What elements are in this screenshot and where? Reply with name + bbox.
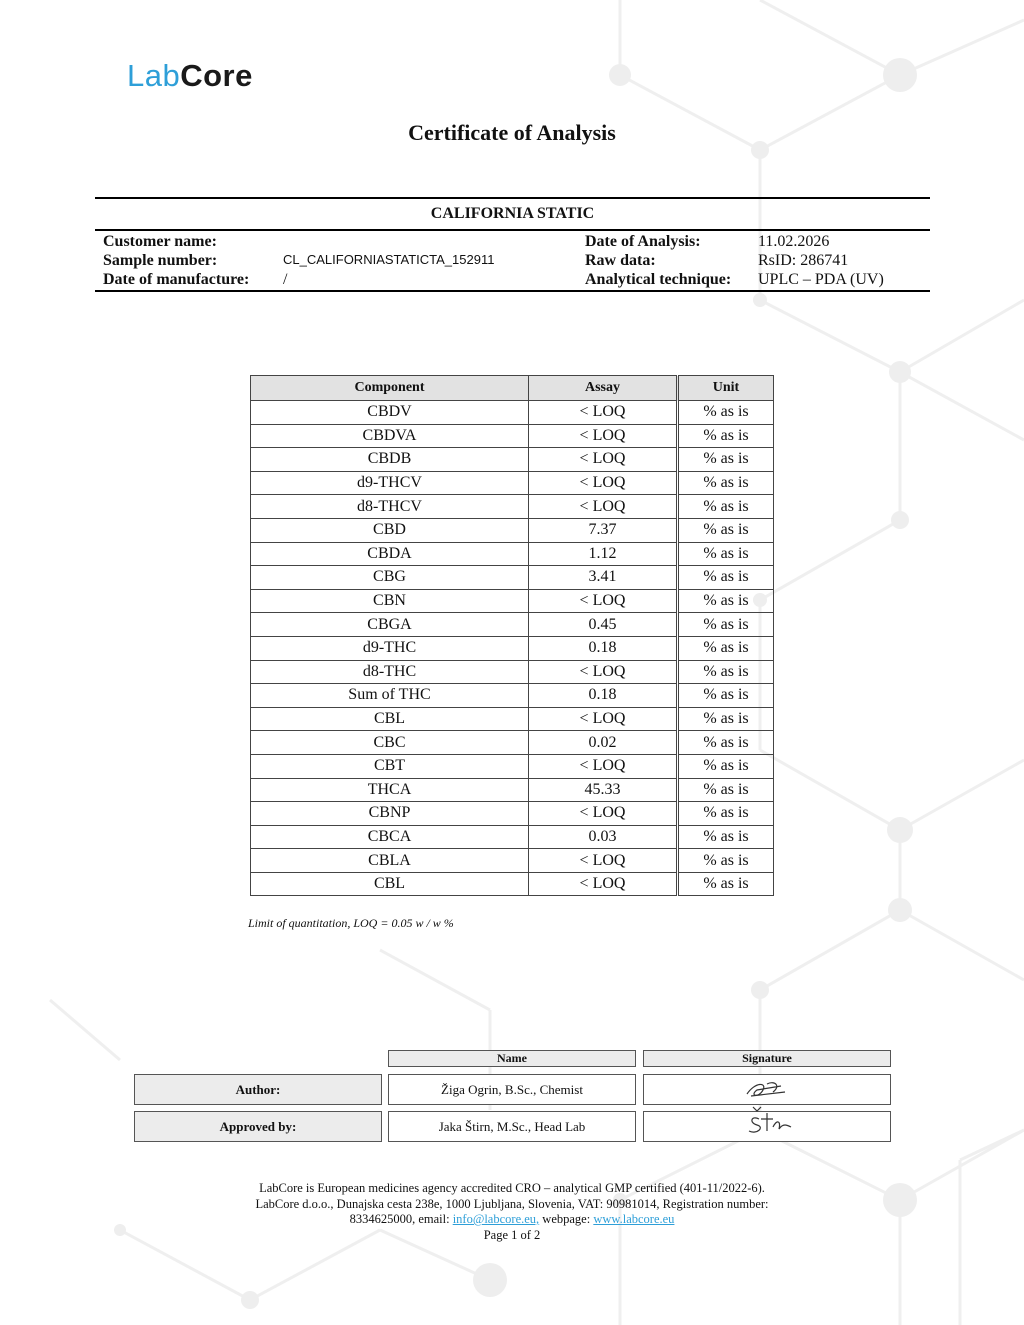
component-cell: d8-THCV: [251, 495, 529, 519]
component-cell: CBDV: [251, 401, 529, 425]
table-row: [251, 613, 774, 637]
component-cell: CBC: [251, 731, 529, 755]
sample-info-block: [95, 197, 930, 292]
component-cell: CBLA: [251, 849, 529, 873]
unit-cell: % as is: [678, 849, 774, 873]
assay-cell: 0.18: [529, 636, 678, 660]
date-of-analysis-value: 11.02.2026: [758, 233, 830, 250]
table-row: [251, 566, 774, 590]
unit-cell: % as is: [678, 660, 774, 684]
table-row: [251, 542, 774, 566]
logo-core-text: Core: [180, 58, 253, 93]
unit-cell: % as is: [678, 471, 774, 495]
assay-cell: 1.12: [529, 542, 678, 566]
raw-data-label: Raw data:: [585, 252, 656, 269]
analytical-technique-value: UPLC – PDA (UV): [758, 271, 884, 288]
email-link[interactable]: info@labcore.eu,: [452, 1212, 540, 1227]
assay-cell: < LOQ: [529, 471, 678, 495]
approved-by-signature: [643, 1111, 891, 1142]
assay-cell: < LOQ: [529, 589, 678, 613]
footer-line-2: LabCore d.o.o., Dunajska cesta 238e, 1000 Ljubljana, Slovenia, VAT: 90981014, Registration number:: [255, 1196, 769, 1211]
analytical-technique-label: Analytical technique:: [585, 271, 732, 288]
assay-table-header: [251, 376, 774, 401]
assay-cell: < LOQ: [529, 660, 678, 684]
table-row: [251, 802, 774, 826]
unit-cell: % as is: [678, 684, 774, 708]
component-cell: CBDA: [251, 542, 529, 566]
footer-webpage-label: webpage:: [539, 1212, 594, 1227]
assay-cell: 45.33: [529, 778, 678, 802]
table-row: [251, 825, 774, 849]
table-row: [251, 401, 774, 425]
component-cell: CBGA: [251, 613, 529, 637]
assay-cell: 0.45: [529, 613, 678, 637]
assay-cell: 3.41: [529, 566, 678, 590]
date-of-manufacture-label: Date of manufacture:: [103, 271, 250, 288]
assay-cell: < LOQ: [529, 802, 678, 826]
name-column-header: Name: [388, 1050, 636, 1067]
table-row: [251, 518, 774, 542]
component-cell: d9-THCV: [251, 471, 529, 495]
unit-cell: % as is: [678, 754, 774, 778]
assay-cell: < LOQ: [529, 849, 678, 873]
approved-by-name: Jaka Štirn, M.Sc., Head Lab: [388, 1111, 636, 1142]
table-row: [251, 636, 774, 660]
table-row: [251, 731, 774, 755]
assay-cell: 0.03: [529, 825, 678, 849]
table-row: [251, 448, 774, 472]
component-cell: d9-THC: [251, 636, 529, 660]
logo-lab-text: Lab: [127, 58, 181, 93]
footer: [0, 1181, 1024, 1243]
unit-cell: % as is: [678, 778, 774, 802]
header-component: Component: [251, 376, 529, 401]
unit-cell: % as is: [678, 542, 774, 566]
assay-cell: < LOQ: [529, 401, 678, 425]
assay-cell: 7.37: [529, 518, 678, 542]
unit-cell: % as is: [678, 424, 774, 448]
client-title: CALIFORNIA STATIC: [95, 199, 930, 231]
webpage-link[interactable]: www.labcore.eu: [593, 1212, 675, 1227]
author-name: Žiga Ogrin, B.Sc., Chemist: [388, 1074, 636, 1105]
author-label: Author:: [134, 1074, 382, 1105]
component-cell: CBL: [251, 872, 529, 896]
unit-cell: % as is: [678, 707, 774, 731]
header-assay: Assay: [529, 376, 678, 401]
component-cell: CBNP: [251, 802, 529, 826]
assay-cell: < LOQ: [529, 707, 678, 731]
component-cell: CBT: [251, 754, 529, 778]
component-cell: CBDB: [251, 448, 529, 472]
labcore-logo: [127, 58, 253, 94]
raw-data-value: RsID: 286741: [758, 252, 849, 269]
assay-cell: 0.18: [529, 684, 678, 708]
document-title: Certificate of Analysis: [408, 120, 616, 145]
date-of-analysis-label: Date of Analysis:: [585, 233, 701, 250]
assay-table: [250, 375, 774, 896]
unit-cell: % as is: [678, 518, 774, 542]
table-row: [251, 754, 774, 778]
header-unit: Unit: [678, 376, 774, 401]
approved-signature-image: [737, 1105, 797, 1139]
loq-note: Limit of quantitation, LOQ = 0.05 w / w %: [248, 916, 454, 930]
table-row: [251, 589, 774, 613]
unit-cell: % as is: [678, 589, 774, 613]
component-cell: CBDVA: [251, 424, 529, 448]
unit-cell: % as is: [678, 872, 774, 896]
assay-cell: < LOQ: [529, 495, 678, 519]
assay-table-body: [251, 401, 774, 896]
assay-cell: < LOQ: [529, 448, 678, 472]
unit-cell: % as is: [678, 613, 774, 637]
table-row: [251, 660, 774, 684]
table-row: [251, 684, 774, 708]
unit-cell: % as is: [678, 731, 774, 755]
footer-line-1: LabCore is European medicines agency accredited CRO – analytical GMP certified (401-11/2022-6).: [259, 1181, 765, 1195]
table-row: [251, 424, 774, 448]
component-cell: CBG: [251, 566, 529, 590]
date-of-manufacture-value: /: [283, 271, 288, 288]
assay-cell: 0.02: [529, 731, 678, 755]
component-cell: CBCA: [251, 825, 529, 849]
unit-cell: % as is: [678, 401, 774, 425]
component-cell: CBN: [251, 589, 529, 613]
table-row: [251, 495, 774, 519]
component-cell: Sum of THC: [251, 684, 529, 708]
table-row: [251, 778, 774, 802]
page-number: Page 1 of 2: [483, 1227, 541, 1242]
assay-cell: < LOQ: [529, 424, 678, 448]
table-row: [251, 471, 774, 495]
component-cell: CBL: [251, 707, 529, 731]
footer-registration: 8334625000, email:: [349, 1212, 453, 1227]
unit-cell: % as is: [678, 448, 774, 472]
unit-cell: % as is: [678, 825, 774, 849]
signature-column-header: Signature: [643, 1050, 891, 1067]
unit-cell: % as is: [678, 495, 774, 519]
unit-cell: % as is: [678, 636, 774, 660]
assay-cell: < LOQ: [529, 872, 678, 896]
assay-cell: < LOQ: [529, 754, 678, 778]
component-cell: CBD: [251, 518, 529, 542]
sample-number-label: Sample number:: [103, 252, 218, 269]
approved-by-label: Approved by:: [134, 1111, 382, 1142]
sample-number-value: CL_CALIFORNIASTATICTA_152911: [283, 252, 495, 267]
table-row: [251, 849, 774, 873]
component-cell: d8-THC: [251, 660, 529, 684]
component-cell: THCA: [251, 778, 529, 802]
table-row: [251, 707, 774, 731]
author-signature: [643, 1074, 891, 1105]
unit-cell: % as is: [678, 802, 774, 826]
author-signature-image: [737, 1078, 797, 1102]
table-row: [251, 872, 774, 896]
customer-name-label: Customer name:: [103, 233, 217, 250]
footer-line-3: [0, 1212, 1024, 1228]
unit-cell: % as is: [678, 566, 774, 590]
